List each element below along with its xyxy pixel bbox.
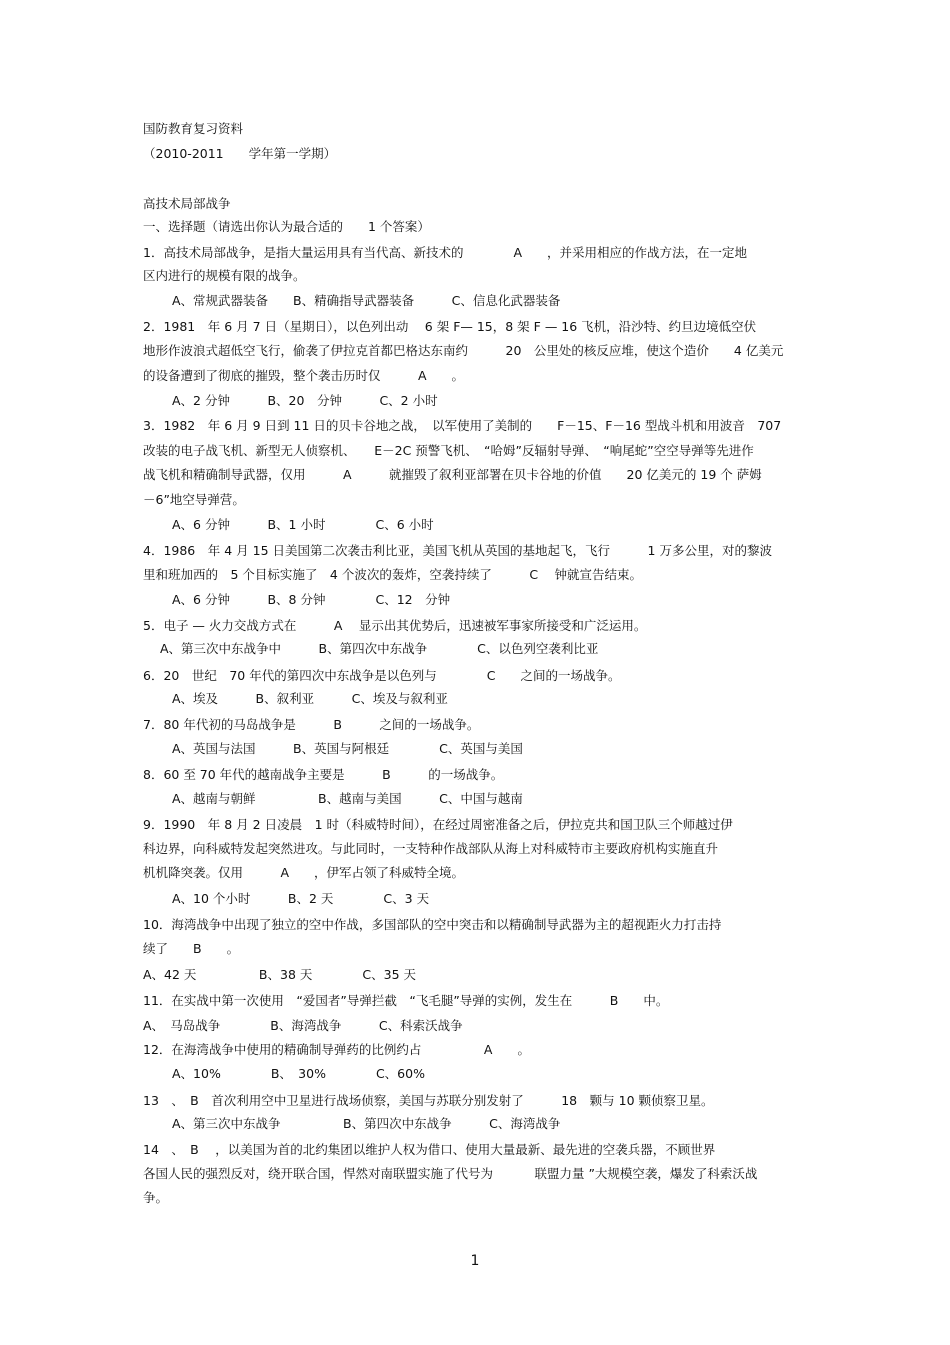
question-8-line-1: 8．60 至 70 年代的越南战争主要是 B 的一场战争。 — [143, 767, 504, 782]
question-13-line-1: 13 、 B 首次利用空中卫星进行战场侦察，美国与苏联分别发射了 18 颗与 10 颗侦察卫星。 — [143, 1093, 714, 1108]
question-3-line-1: 3．1982 年 6 月 9 日到 11 日的贝卡谷地之战， 以军使用了美制的 F－15、F－16 型战斗机和用波音 707 — [143, 418, 782, 433]
question-9-line-3: 机机降突袭。仅用 A ，伊军占领了科威特全境。 — [143, 865, 465, 880]
question-7-options: A、英国与法国 B、英国与阿根廷 C、英国与美国 — [172, 741, 523, 756]
question-14-line-2: 各国人民的强烈反对，绕开联合国，悍然对南联盟实施了代号为 联盟力量 ”大规模空袭，爆发了科索沃战 — [143, 1166, 758, 1181]
section-title: 高技术局部战争 — [143, 196, 231, 211]
page-number: 1 — [470, 1253, 480, 1269]
question-9-line-2: 科边界，向科威特发起突然进攻。与此同时，一支特种作战部队从海上对科威特市主要政府机构实施直升 — [143, 841, 719, 856]
question-7-line-1: 7．80 年代初的马岛战争是 B 之间的一场战争。 — [143, 717, 480, 732]
question-10-line-2: 续了 B 。 — [143, 941, 240, 956]
question-4-line-2: 里和班加西的 5 个目标实施了 4 个波次的轰炸，空袭持续了 C 钟就宣告结束。 — [143, 567, 643, 582]
question-2-line-3: 的设备遭到了彻底的摧毁，整个袭击历时仅 A 。 — [143, 368, 465, 383]
question-2-line-2: 地形作波浪式超低空飞行，偷袭了伊拉克首都巴格达东南约 20 公里处的核反应堆，使这个造价 4 亿美元 — [143, 343, 784, 358]
question-12-options: A、10% B、 30% C、60% — [172, 1066, 425, 1081]
question-6-line-1: 6．20 世纪 70 年代的第四次中东战争是以色列与 C 之间的一场战争。 — [143, 668, 621, 683]
question-3-line-3: 战飞机和精确制导武器，仅用 A 就摧毁了叙利亚部署在贝卡谷地的价值 20 亿美元的 19 个 萨姆 — [143, 467, 762, 482]
question-9-line-1: 9．1990 年 8 月 2 日凌晨 1 时（科威特时间），在经过周密准备之后，伊拉克共和国卫队三个师越过伊 — [143, 817, 733, 832]
question-10-options: A、42 天 B、38 天 C、35 天 — [143, 967, 416, 982]
question-4-line-1: 4．1986 年 4 月 15 日美国第二次袭击利比亚，美国飞机从英国的基地起飞，飞行 1 万多公里，对的黎波 — [143, 543, 772, 558]
question-9-options: A、10 个小时 B、2 天 C、3 天 — [172, 891, 430, 906]
question-1-line-2: 区内进行的规模有限的战争。 — [143, 268, 306, 283]
question-2-line-1: 2．1981 年 6 月 7 日（星期日），以色列出动 6 架 F— 15，8 架 F — 16 飞机，沿沙特、约旦边境低空伏 — [143, 319, 757, 334]
question-2-options: A、2 分钟 B、20 分钟 C、2 小时 — [172, 393, 438, 408]
question-10-line-1: 10．海湾战争中出现了独立的空中作战，多国部队的空中突击和以精确制导武器为主的超视距火力打击持 — [143, 917, 722, 932]
question-12-line-1: 12．在海湾战争中使用的精确制导弹药的比例约占 A 。 — [143, 1042, 530, 1057]
question-1-options: A、常规武器装备 B、精确指导武器装备 C、信息化武器装备 — [172, 293, 561, 308]
question-5-options: A、第三次中东战争中 B、第四次中东战争 C、以色列空袭利比亚 — [160, 641, 599, 656]
school-term: （2010-2011 学年第一学期） — [143, 146, 337, 161]
question-3-line-2: 改装的电子战飞机、新型无人侦察机、 E－2C 预警飞机、 “哈姆”反辐射导弹、 “响尾蛇”空空导弹等先进作 — [143, 443, 754, 458]
question-14-line-1: 14 、 B ，以美国为首的北约集团以维护人权为借口、使用大量最新、最先进的空袭兵器，不顾世界 — [143, 1142, 716, 1157]
section-instruction: 一、选择题（请选出你认为最合适的 1 个答案） — [143, 219, 430, 234]
question-11-line-1: 11．在实战中第一次使用 “爱国者”导弹拦截 “飞毛腿”导弹的实例，发生在 B 中。 — [143, 993, 669, 1008]
question-4-options: A、6 分钟 B、8 分钟 C、12 分钟 — [172, 592, 451, 607]
question-13-options: A、第三次中东战争 B、第四次中东战争 C、海湾战争 — [172, 1116, 561, 1131]
question-6-options: A、埃及 B、叙利亚 C、埃及与叙利亚 — [172, 691, 448, 706]
question-3-line-4: －6”地空导弹营。 — [143, 492, 245, 507]
question-14-line-3: 争。 — [143, 1190, 169, 1205]
question-11-options: A、 马岛战争 B、海湾战争 C、科索沃战争 — [143, 1018, 463, 1033]
document-title: 国防教育复习资料 — [143, 121, 244, 136]
question-8-options: A、越南与朝鲜 B、越南与美国 C、中国与越南 — [172, 791, 523, 806]
question-5-line-1: 5．电子 — 火力交战方式在 A 显示出其优势后，迅速被军事家所接受和广泛运用。 — [143, 618, 647, 633]
question-3-options: A、6 分钟 B、1 小时 C、6 小时 — [172, 517, 434, 532]
question-1-line-1: 1．高技术局部战争，是指大量运用具有当代高、新技术的 A ，并采用相应的作战方法，在一定地 — [143, 245, 748, 260]
